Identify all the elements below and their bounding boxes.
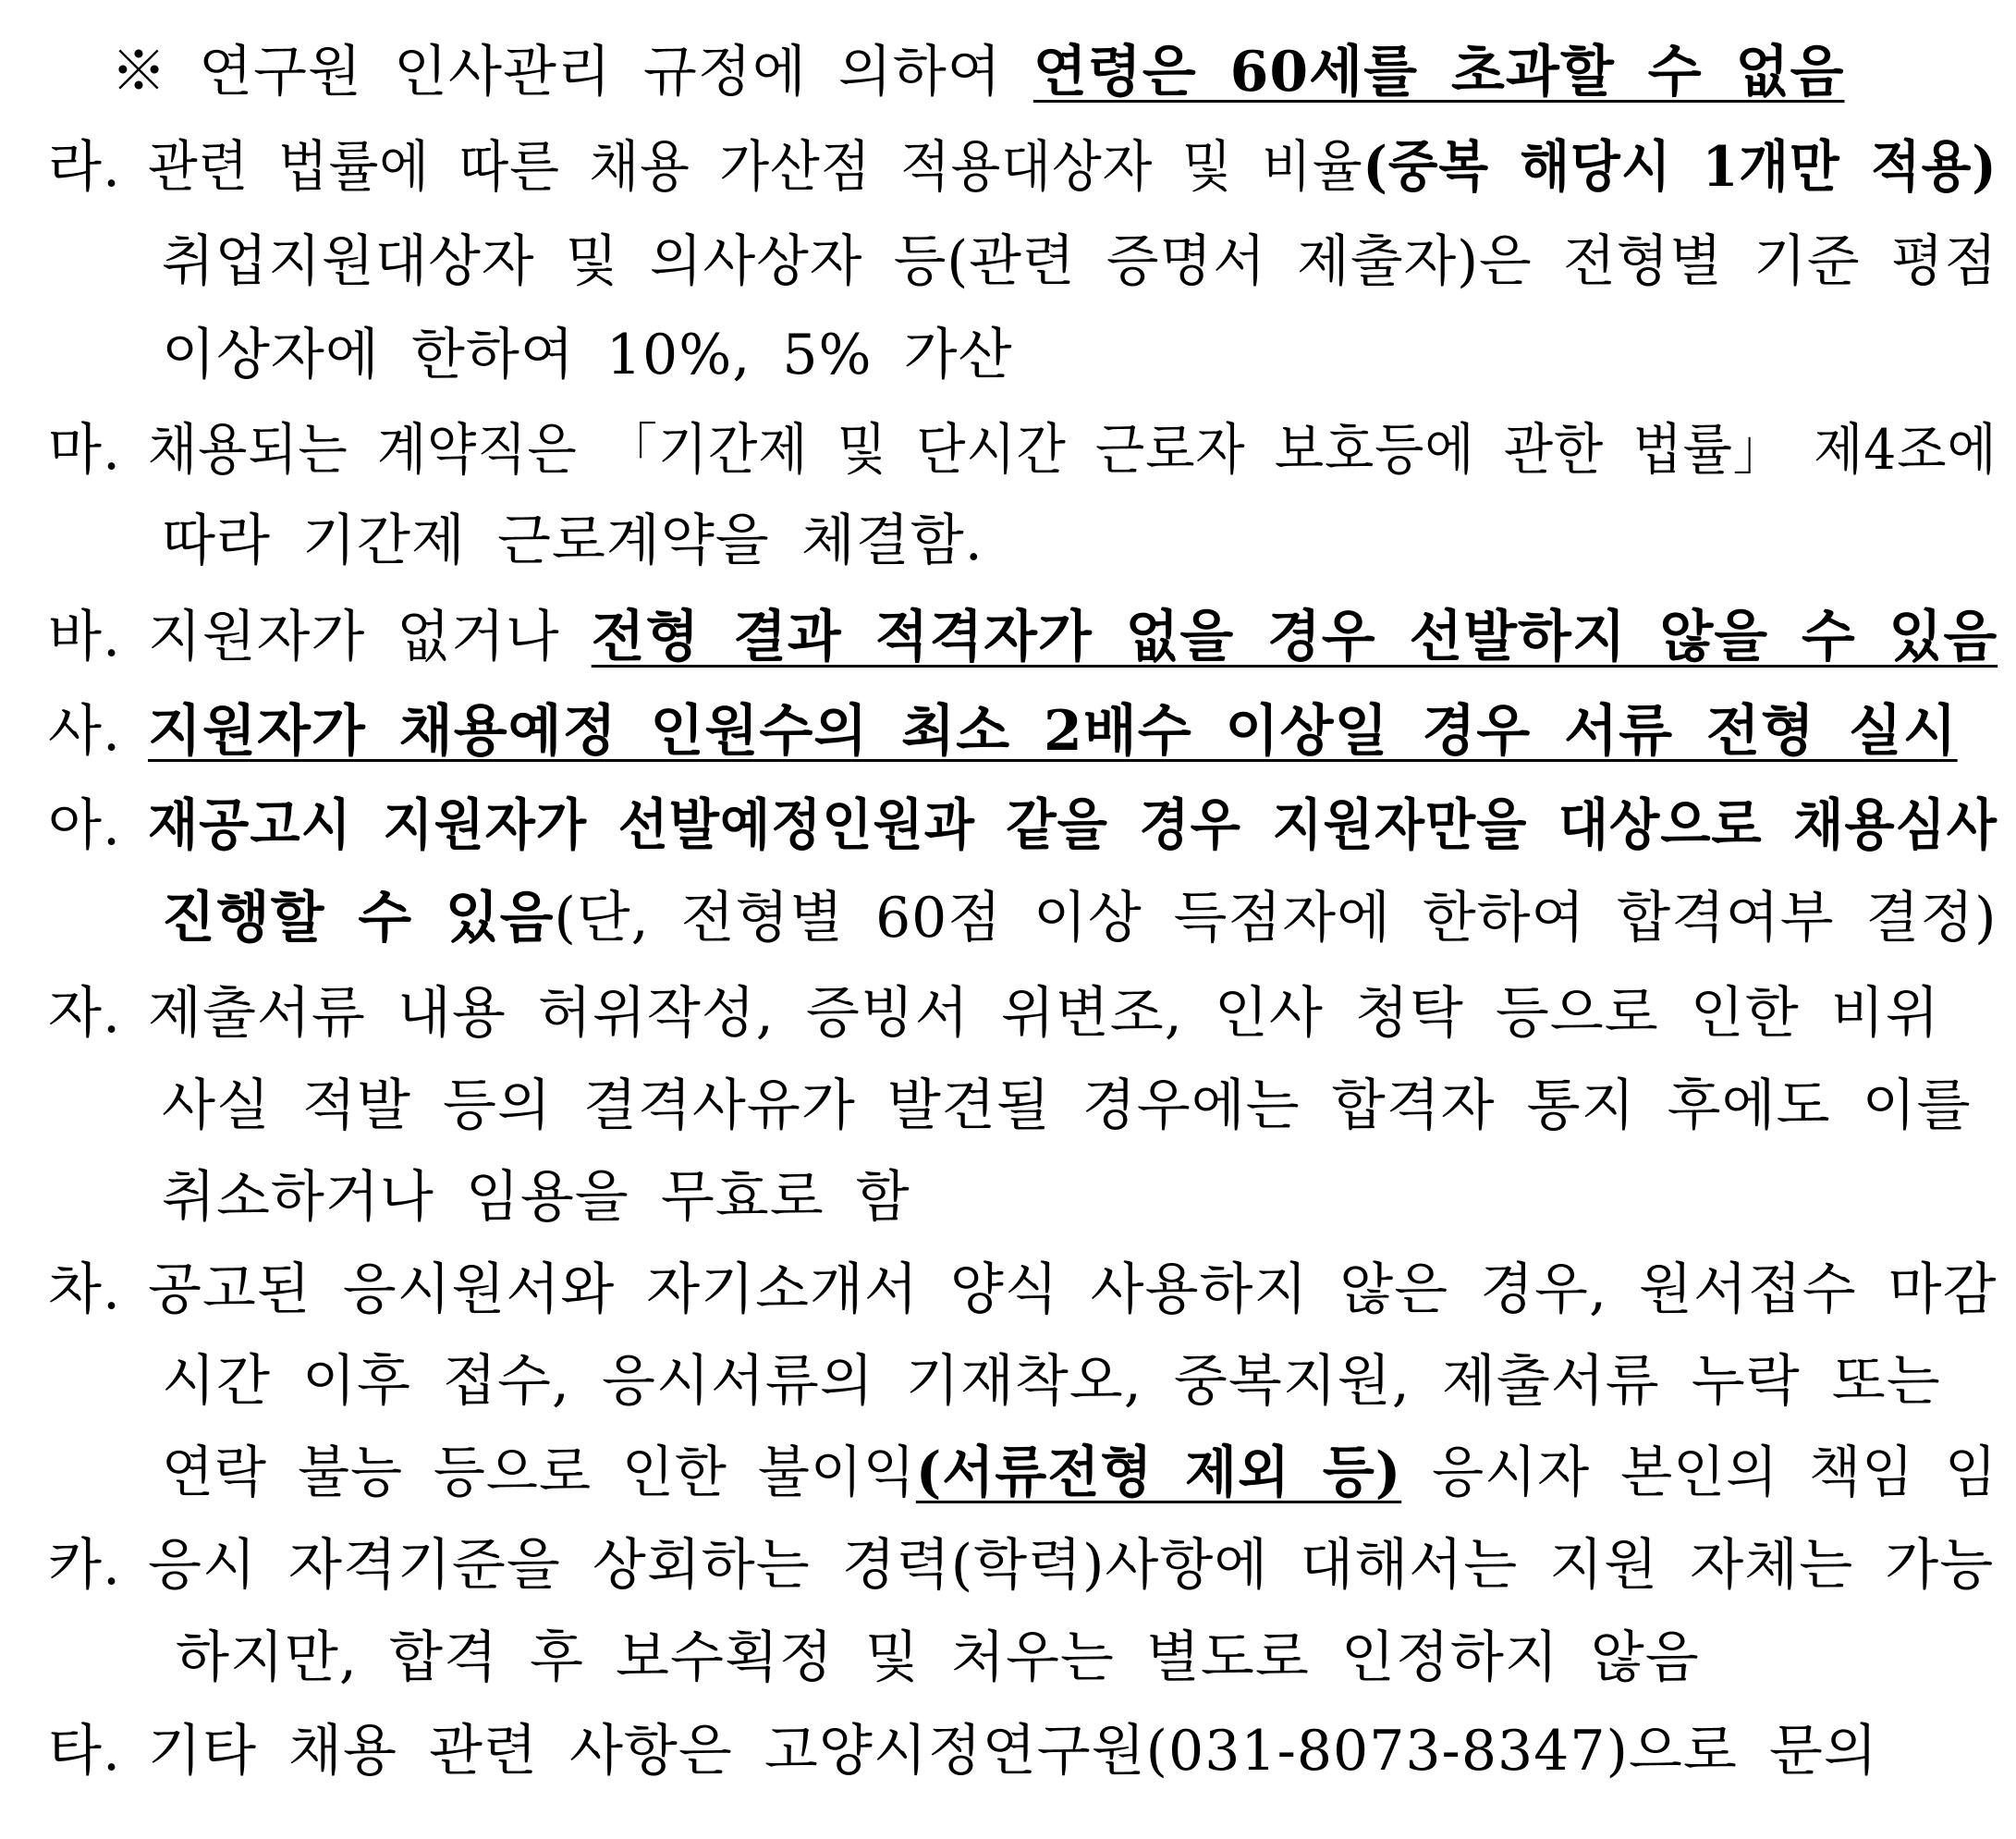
item-text: 제출서류 내용 허위작성, 증빙서 위변조, 인사 청탁 등으로 인한 비위 — [148, 981, 1940, 1046]
item-text: 응시자 본인의 책임 임 — [1401, 1441, 1998, 1505]
item-text: 취소하거나 임용을 무효로 함 — [162, 1165, 910, 1230]
item-bold-text: (중복 해당시 1개만 적용) — [1362, 135, 1998, 200]
item-emphasis: (서류전형 제외 등) — [915, 1441, 1402, 1505]
item-label: 바. — [48, 605, 122, 669]
item-bold-text: 재공고시 지원자가 선발예정인원과 같을 경우 지원자만을 대상으로 채용심사 — [148, 793, 1998, 858]
item-text: (단, 전형별 60점 이상 득점자에 한하여 합격여부 결정) — [554, 886, 1998, 950]
item-label: 카. — [48, 1533, 122, 1598]
item-text: 연락 불능 등으로 인한 불이익 — [162, 1441, 916, 1505]
item-text: 채용되는 계약직은 「기간제 및 단시간 근로자 보호등에 관한 법률」 제4조에 — [148, 418, 1998, 483]
item-label: 사. — [48, 699, 122, 764]
note-emphasis: 연령은 60세를 초과할 수 없음 — [1032, 40, 1845, 104]
item-text: 취업지원대상자 및 의사상자 등(관련 증명서 제출자)은 전형별 기준 평점 — [162, 229, 1998, 294]
item-text: 사실 적발 등의 결격사유가 발견될 경우에는 합격자 통지 후에도 이를 — [162, 1073, 1972, 1138]
note-prefix: ※ 연구원 인사관리 규정에 의하여 — [111, 40, 1033, 104]
item-text: 기타 채용 관련 사항은 고양시정연구원(031-8073-8347)으로 문의 — [148, 1719, 1878, 1784]
item-text: 따라 기간제 근로계약을 체결함. — [162, 509, 984, 573]
item-text: 공고된 응시원서와 자기소개서 양식 사용하지 않은 경우, 원서접수 마감 — [148, 1257, 1998, 1322]
item-text: 관련 법률에 따른 채용 가산점 적용대상자 및 비율 — [148, 135, 1363, 200]
item-label: 라. — [48, 135, 122, 200]
item-label: 타. — [48, 1719, 122, 1784]
item-text: 응시 자격기준을 상회하는 경력(학력)사항에 대해서는 지원 자체는 가능 — [148, 1533, 1995, 1598]
item-emphasis: 전형 결과 적격자가 없을 경우 선발하지 않을 수 있음 — [591, 605, 1998, 669]
item-bold-text: 진행할 수 있음 — [162, 886, 555, 950]
item-text: 이상자에 한하여 10%, 5% 가산 — [162, 323, 1013, 387]
item-label: 자. — [48, 981, 122, 1046]
item-text: 시간 이후 접수, 응시서류의 기재착오, 중복지원, 제출서류 누락 또는 — [162, 1349, 1941, 1414]
item-label: 마. — [48, 418, 122, 483]
item-label: 차. — [48, 1257, 122, 1322]
item-text: 하지만, 합격 후 보수획정 및 처우는 별도로 인정하지 않음 — [176, 1625, 1700, 1690]
item-text: 지원자가 없거나 — [148, 605, 592, 669]
item-emphasis: 지원자가 채용예정 인원수의 최소 2배수 이상일 경우 서류 전형 실시 — [148, 699, 1958, 764]
item-label: 아. — [48, 793, 122, 858]
